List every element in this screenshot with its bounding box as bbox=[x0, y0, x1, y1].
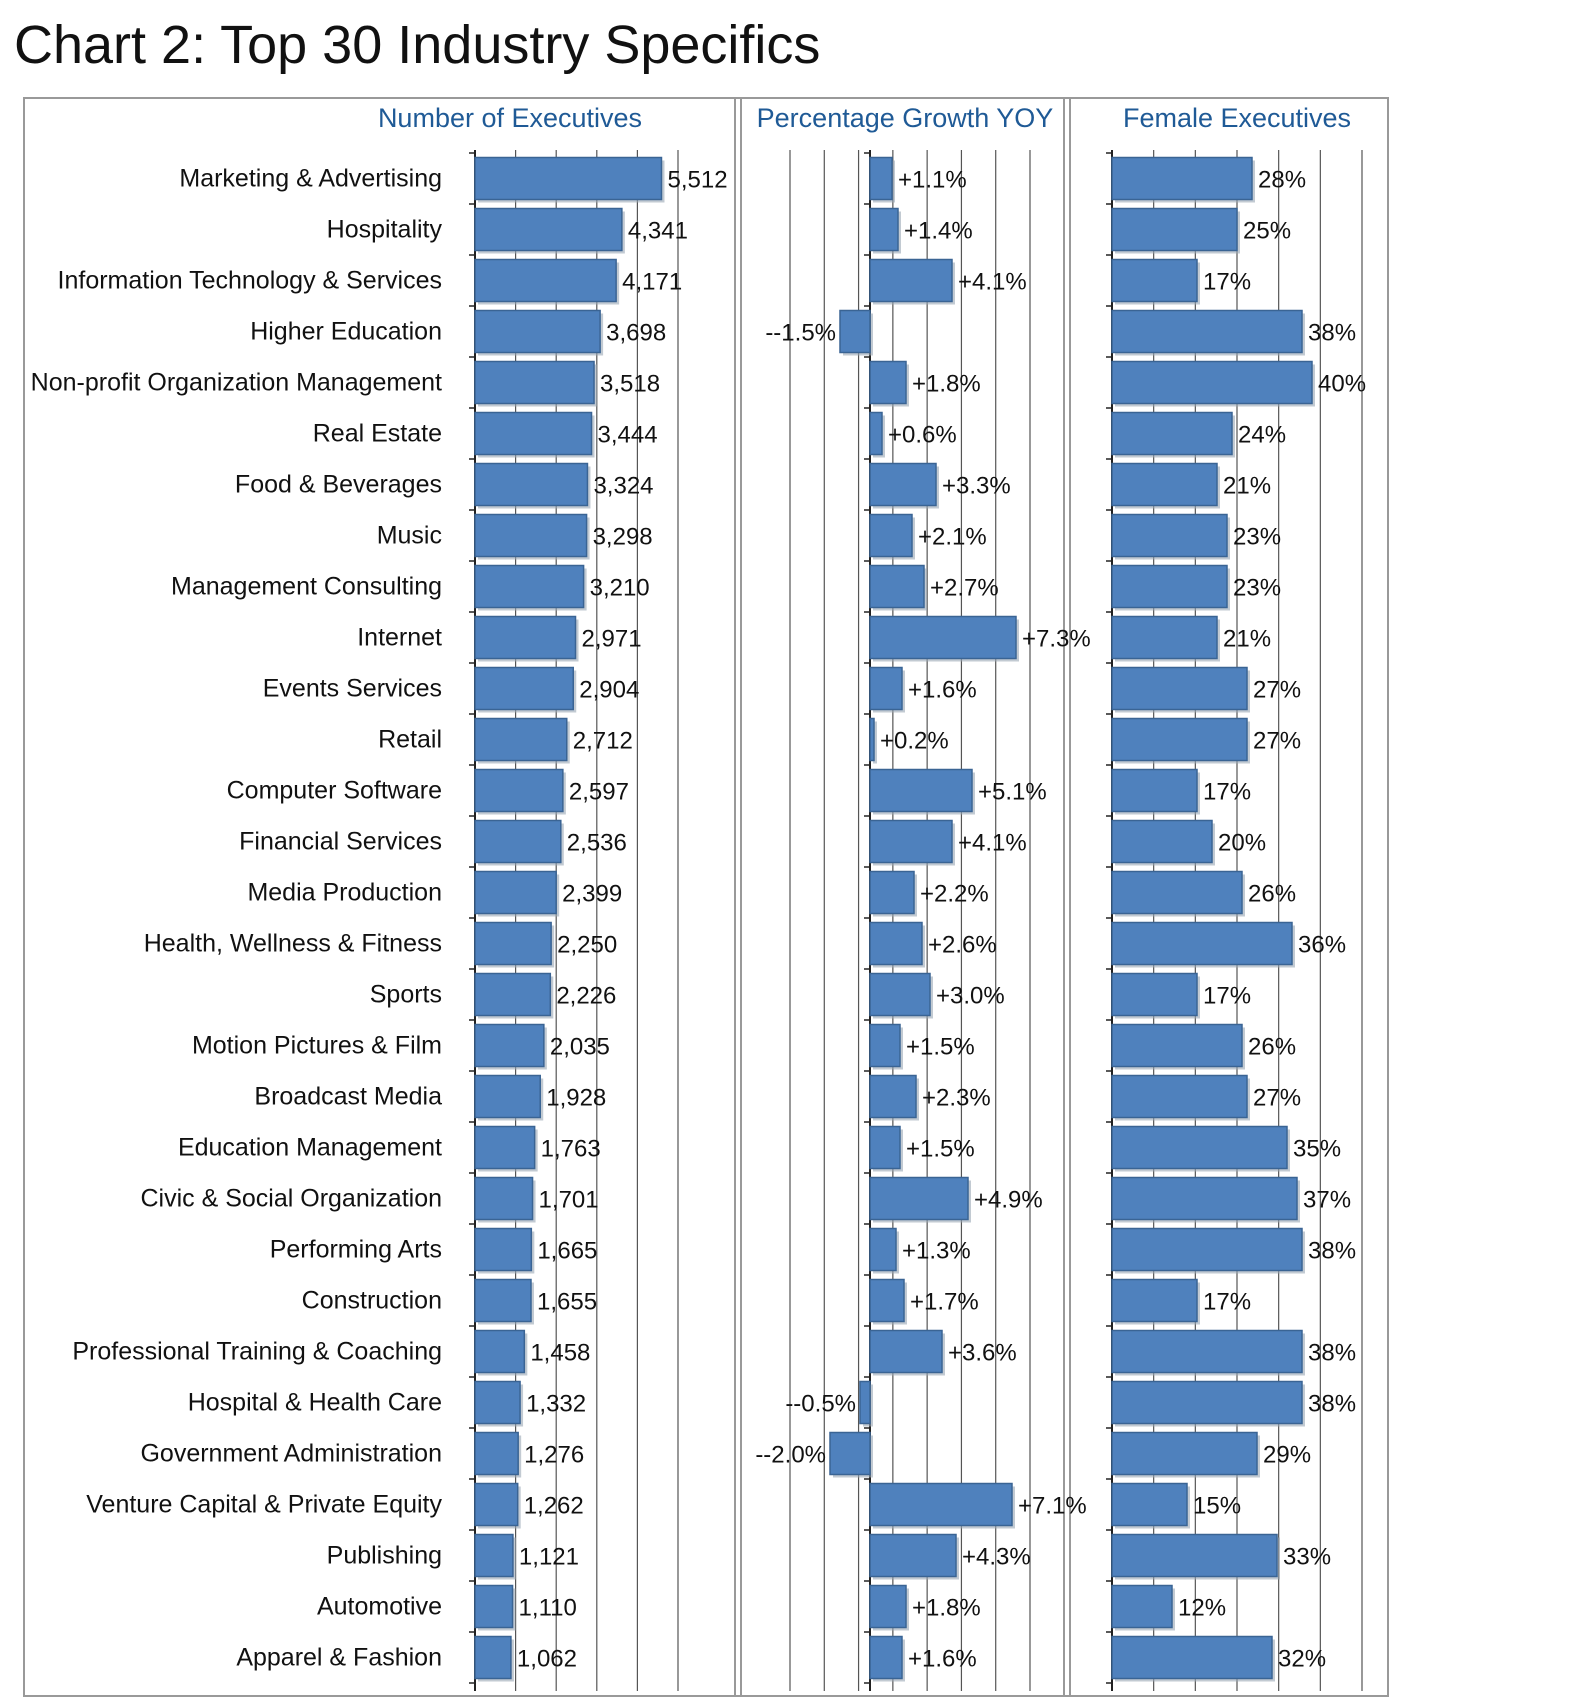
data-label: 29% bbox=[1263, 1441, 1312, 1469]
data-label: 38% bbox=[1308, 1390, 1357, 1418]
bar bbox=[870, 1025, 900, 1067]
bar bbox=[475, 1484, 518, 1526]
bar bbox=[1112, 770, 1197, 812]
data-label: 17% bbox=[1203, 268, 1252, 296]
data-label: +4.1% bbox=[958, 268, 1027, 296]
bar bbox=[475, 668, 573, 710]
bar bbox=[830, 1433, 870, 1475]
data-label: 2,536 bbox=[566, 829, 627, 857]
category-label: Media Production bbox=[247, 878, 442, 907]
bar bbox=[1112, 1331, 1302, 1373]
data-label: 1,763 bbox=[540, 1135, 601, 1163]
panel-title: Female Executives bbox=[1122, 103, 1352, 133]
data-label: 4,341 bbox=[627, 217, 688, 245]
bar bbox=[860, 1382, 870, 1424]
bar bbox=[475, 1637, 511, 1679]
data-label: 3,324 bbox=[593, 472, 654, 500]
category-label: Government Administration bbox=[140, 1439, 442, 1468]
data-label: 23% bbox=[1233, 574, 1282, 602]
data-label: 17% bbox=[1203, 1288, 1252, 1316]
bar bbox=[1112, 515, 1227, 557]
bar bbox=[870, 821, 952, 863]
data-label: +3.6% bbox=[948, 1339, 1017, 1367]
bar bbox=[475, 1535, 513, 1577]
data-label: 2,035 bbox=[549, 1033, 610, 1061]
data-label: +2.7% bbox=[930, 574, 999, 602]
data-label: +1.7% bbox=[910, 1288, 979, 1316]
data-label: +1.8% bbox=[912, 1594, 981, 1622]
category-label: Events Services bbox=[262, 674, 442, 703]
bar bbox=[475, 1229, 531, 1271]
bar bbox=[1112, 923, 1292, 965]
bar bbox=[475, 872, 556, 914]
bar bbox=[475, 1127, 535, 1169]
category-label: Automotive bbox=[316, 1592, 442, 1621]
bar bbox=[870, 1178, 968, 1220]
category-label: Broadcast Media bbox=[254, 1082, 442, 1111]
bar bbox=[870, 158, 892, 200]
bar bbox=[870, 923, 922, 965]
category-label: Education Management bbox=[177, 1133, 442, 1162]
bar bbox=[475, 1586, 513, 1628]
data-label: 2,250 bbox=[557, 931, 618, 959]
bar bbox=[870, 1331, 942, 1373]
data-label: +7.3% bbox=[1022, 625, 1091, 653]
data-label: 1,332 bbox=[526, 1390, 587, 1418]
bar bbox=[1112, 1535, 1277, 1577]
category-label: Information Technology & Services bbox=[57, 266, 442, 295]
data-label: 15% bbox=[1193, 1492, 1242, 1520]
bar bbox=[1112, 821, 1212, 863]
data-label: 28% bbox=[1258, 166, 1307, 194]
data-label: 38% bbox=[1308, 1339, 1357, 1367]
bar bbox=[475, 260, 616, 302]
bar bbox=[870, 1586, 906, 1628]
category-label: Hospitality bbox=[326, 215, 442, 244]
bar bbox=[475, 1280, 531, 1322]
data-label: 27% bbox=[1253, 727, 1302, 755]
data-label: 40% bbox=[1318, 370, 1367, 398]
data-label: +4.3% bbox=[962, 1543, 1031, 1571]
bar bbox=[1112, 1127, 1287, 1169]
bar bbox=[1112, 260, 1197, 302]
data-label: 27% bbox=[1253, 676, 1302, 704]
data-label: +4.1% bbox=[958, 829, 1027, 857]
category-label: Computer Software bbox=[226, 776, 442, 805]
category-label: Construction bbox=[301, 1286, 442, 1315]
bar bbox=[1112, 974, 1197, 1016]
bar bbox=[1112, 1433, 1257, 1475]
bar bbox=[870, 1535, 956, 1577]
bar bbox=[870, 1484, 1012, 1526]
data-label: 1,928 bbox=[546, 1084, 607, 1112]
data-label: +3.0% bbox=[936, 982, 1005, 1010]
bar bbox=[870, 566, 924, 608]
bar bbox=[840, 311, 870, 353]
chart-title: Chart 2: Top 30 Industry Specifics bbox=[14, 15, 821, 75]
data-label: --1.5% bbox=[765, 319, 836, 347]
data-label: +2.3% bbox=[922, 1084, 991, 1112]
bar bbox=[475, 158, 661, 200]
bar bbox=[475, 311, 600, 353]
data-label: 2,399 bbox=[562, 880, 623, 908]
category-label: Hospital & Health Care bbox=[187, 1388, 442, 1417]
bar bbox=[475, 617, 576, 659]
bar bbox=[870, 617, 1016, 659]
data-label: +7.1% bbox=[1018, 1492, 1087, 1520]
data-label: 26% bbox=[1248, 880, 1297, 908]
bar bbox=[870, 209, 898, 251]
category-label: Motion Pictures & Film bbox=[191, 1031, 442, 1060]
bar bbox=[1112, 464, 1217, 506]
category-label: Professional Training & Coaching bbox=[72, 1337, 442, 1366]
bar bbox=[475, 923, 551, 965]
bar bbox=[475, 770, 563, 812]
data-label: 1,121 bbox=[518, 1543, 579, 1571]
category-label: Venture Capital & Private Equity bbox=[86, 1490, 442, 1519]
data-label: 32% bbox=[1278, 1645, 1327, 1673]
data-label: 36% bbox=[1298, 931, 1347, 959]
bar bbox=[870, 1127, 900, 1169]
data-label: 35% bbox=[1293, 1135, 1342, 1163]
data-label: 21% bbox=[1223, 472, 1272, 500]
bar bbox=[475, 974, 550, 1016]
bar bbox=[1112, 413, 1232, 455]
category-label: Health, Wellness & Fitness bbox=[143, 929, 442, 958]
data-label: 26% bbox=[1248, 1033, 1297, 1061]
data-label: 27% bbox=[1253, 1084, 1302, 1112]
bar bbox=[1112, 1637, 1272, 1679]
data-label: +1.5% bbox=[906, 1033, 975, 1061]
data-label: 5,512 bbox=[667, 166, 728, 194]
category-label: Real Estate bbox=[312, 419, 442, 448]
bar bbox=[870, 719, 874, 761]
data-label: 2,712 bbox=[572, 727, 633, 755]
bar bbox=[1112, 1484, 1187, 1526]
data-label: +1.3% bbox=[902, 1237, 971, 1265]
data-label: 24% bbox=[1238, 421, 1287, 449]
data-label: 1,458 bbox=[530, 1339, 591, 1367]
bar bbox=[870, 260, 952, 302]
bar bbox=[1112, 1382, 1302, 1424]
bar bbox=[475, 1382, 520, 1424]
bar bbox=[475, 821, 561, 863]
bar bbox=[1112, 1229, 1302, 1271]
data-label: 1,655 bbox=[536, 1288, 598, 1316]
data-label: +1.4% bbox=[904, 217, 973, 245]
data-label: 1,110 bbox=[518, 1594, 577, 1622]
bar bbox=[1112, 617, 1217, 659]
data-label: 23% bbox=[1233, 523, 1282, 551]
data-label: 1,262 bbox=[523, 1492, 584, 1520]
data-label: +2.2% bbox=[920, 880, 989, 908]
data-label: +1.1% bbox=[898, 166, 967, 194]
category-label: Performing Arts bbox=[269, 1235, 442, 1264]
bar bbox=[870, 770, 972, 812]
bar bbox=[1112, 362, 1312, 404]
bar bbox=[870, 1280, 904, 1322]
bar bbox=[1112, 872, 1242, 914]
category-label: Music bbox=[376, 521, 442, 550]
bar bbox=[475, 1025, 544, 1067]
data-label: 33% bbox=[1283, 1543, 1332, 1571]
category-label: Retail bbox=[378, 725, 442, 754]
bar bbox=[870, 515, 912, 557]
data-label: 3,210 bbox=[589, 574, 650, 602]
data-label: 17% bbox=[1203, 778, 1252, 806]
bar bbox=[870, 362, 906, 404]
bar bbox=[475, 1433, 518, 1475]
bar bbox=[870, 413, 882, 455]
category-label: Marketing & Advertising bbox=[179, 164, 442, 193]
category-label: Apparel & Fashion bbox=[236, 1643, 442, 1672]
category-label: Internet bbox=[357, 623, 442, 652]
data-label: 3,518 bbox=[600, 370, 661, 398]
bar bbox=[475, 413, 592, 455]
data-label: +0.2% bbox=[880, 727, 949, 755]
data-label: 2,597 bbox=[568, 778, 629, 806]
data-label: 2,226 bbox=[556, 982, 617, 1010]
data-label: 1,276 bbox=[524, 1441, 585, 1469]
bar bbox=[475, 515, 587, 557]
data-label: +5.1% bbox=[978, 778, 1047, 806]
bar bbox=[1112, 1280, 1197, 1322]
category-label: Publishing bbox=[326, 1541, 442, 1570]
data-label: 37% bbox=[1303, 1186, 1352, 1214]
category-label: Financial Services bbox=[239, 827, 442, 856]
bar bbox=[870, 1229, 896, 1271]
bar bbox=[1112, 1178, 1297, 1220]
data-label: 3,298 bbox=[592, 523, 653, 551]
data-label: +1.5% bbox=[906, 1135, 975, 1163]
category-label: Food & Beverages bbox=[234, 470, 442, 499]
data-label: 25% bbox=[1243, 217, 1292, 245]
bar bbox=[1112, 566, 1227, 608]
data-label: 12% bbox=[1178, 1594, 1227, 1622]
bar bbox=[475, 209, 622, 251]
data-label: --0.5% bbox=[785, 1390, 856, 1418]
data-label: +4.9% bbox=[974, 1186, 1043, 1214]
panel-title: Number of Executives bbox=[377, 103, 643, 133]
data-label: +2.1% bbox=[918, 523, 987, 551]
category-label: Sports bbox=[369, 980, 442, 1009]
bar bbox=[475, 362, 594, 404]
data-label: 38% bbox=[1308, 1237, 1357, 1265]
data-label: +3.3% bbox=[942, 472, 1011, 500]
bar bbox=[475, 1076, 540, 1118]
bar bbox=[1112, 1076, 1247, 1118]
bar bbox=[870, 974, 930, 1016]
data-label: 2,904 bbox=[579, 676, 640, 704]
data-label: +2.6% bbox=[928, 931, 997, 959]
bar bbox=[870, 1637, 902, 1679]
bar bbox=[1112, 1025, 1242, 1067]
data-label: 2,971 bbox=[581, 625, 642, 653]
bar bbox=[475, 1178, 533, 1220]
bar bbox=[475, 464, 587, 506]
data-label: 38% bbox=[1308, 319, 1357, 347]
bar bbox=[870, 668, 902, 710]
bar bbox=[870, 1076, 916, 1118]
bar bbox=[1112, 668, 1247, 710]
category-label: Management Consulting bbox=[171, 572, 442, 601]
bar bbox=[1112, 311, 1302, 353]
category-label: Civic & Social Organization bbox=[140, 1184, 442, 1213]
data-label: +1.8% bbox=[912, 370, 981, 398]
data-label: 17% bbox=[1203, 982, 1252, 1010]
data-label: 1,701 bbox=[538, 1186, 599, 1214]
bar bbox=[1112, 209, 1237, 251]
category-label: Higher Education bbox=[250, 317, 442, 346]
panel-title: Percentage Growth YOY bbox=[756, 103, 1054, 133]
data-label: 20% bbox=[1218, 829, 1267, 857]
data-label: +0.6% bbox=[888, 421, 957, 449]
bar bbox=[1112, 1586, 1172, 1628]
data-label: 4,171 bbox=[622, 268, 683, 296]
bar bbox=[475, 719, 567, 761]
data-label: 21% bbox=[1223, 625, 1272, 653]
bar bbox=[475, 1331, 524, 1373]
bar bbox=[870, 872, 914, 914]
category-label: Non-profit Organization Management bbox=[30, 368, 442, 397]
bar bbox=[1112, 158, 1252, 200]
data-label: --2.0% bbox=[755, 1441, 826, 1469]
data-label: 3,698 bbox=[606, 319, 667, 347]
data-label: +1.6% bbox=[908, 676, 977, 704]
bar bbox=[1112, 719, 1247, 761]
bar bbox=[475, 566, 584, 608]
data-label: 3,444 bbox=[597, 421, 658, 449]
bar bbox=[870, 464, 936, 506]
data-label: 1,062 bbox=[516, 1645, 577, 1673]
data-label: +1.6% bbox=[908, 1645, 977, 1673]
data-label: 1,665 bbox=[537, 1237, 598, 1265]
